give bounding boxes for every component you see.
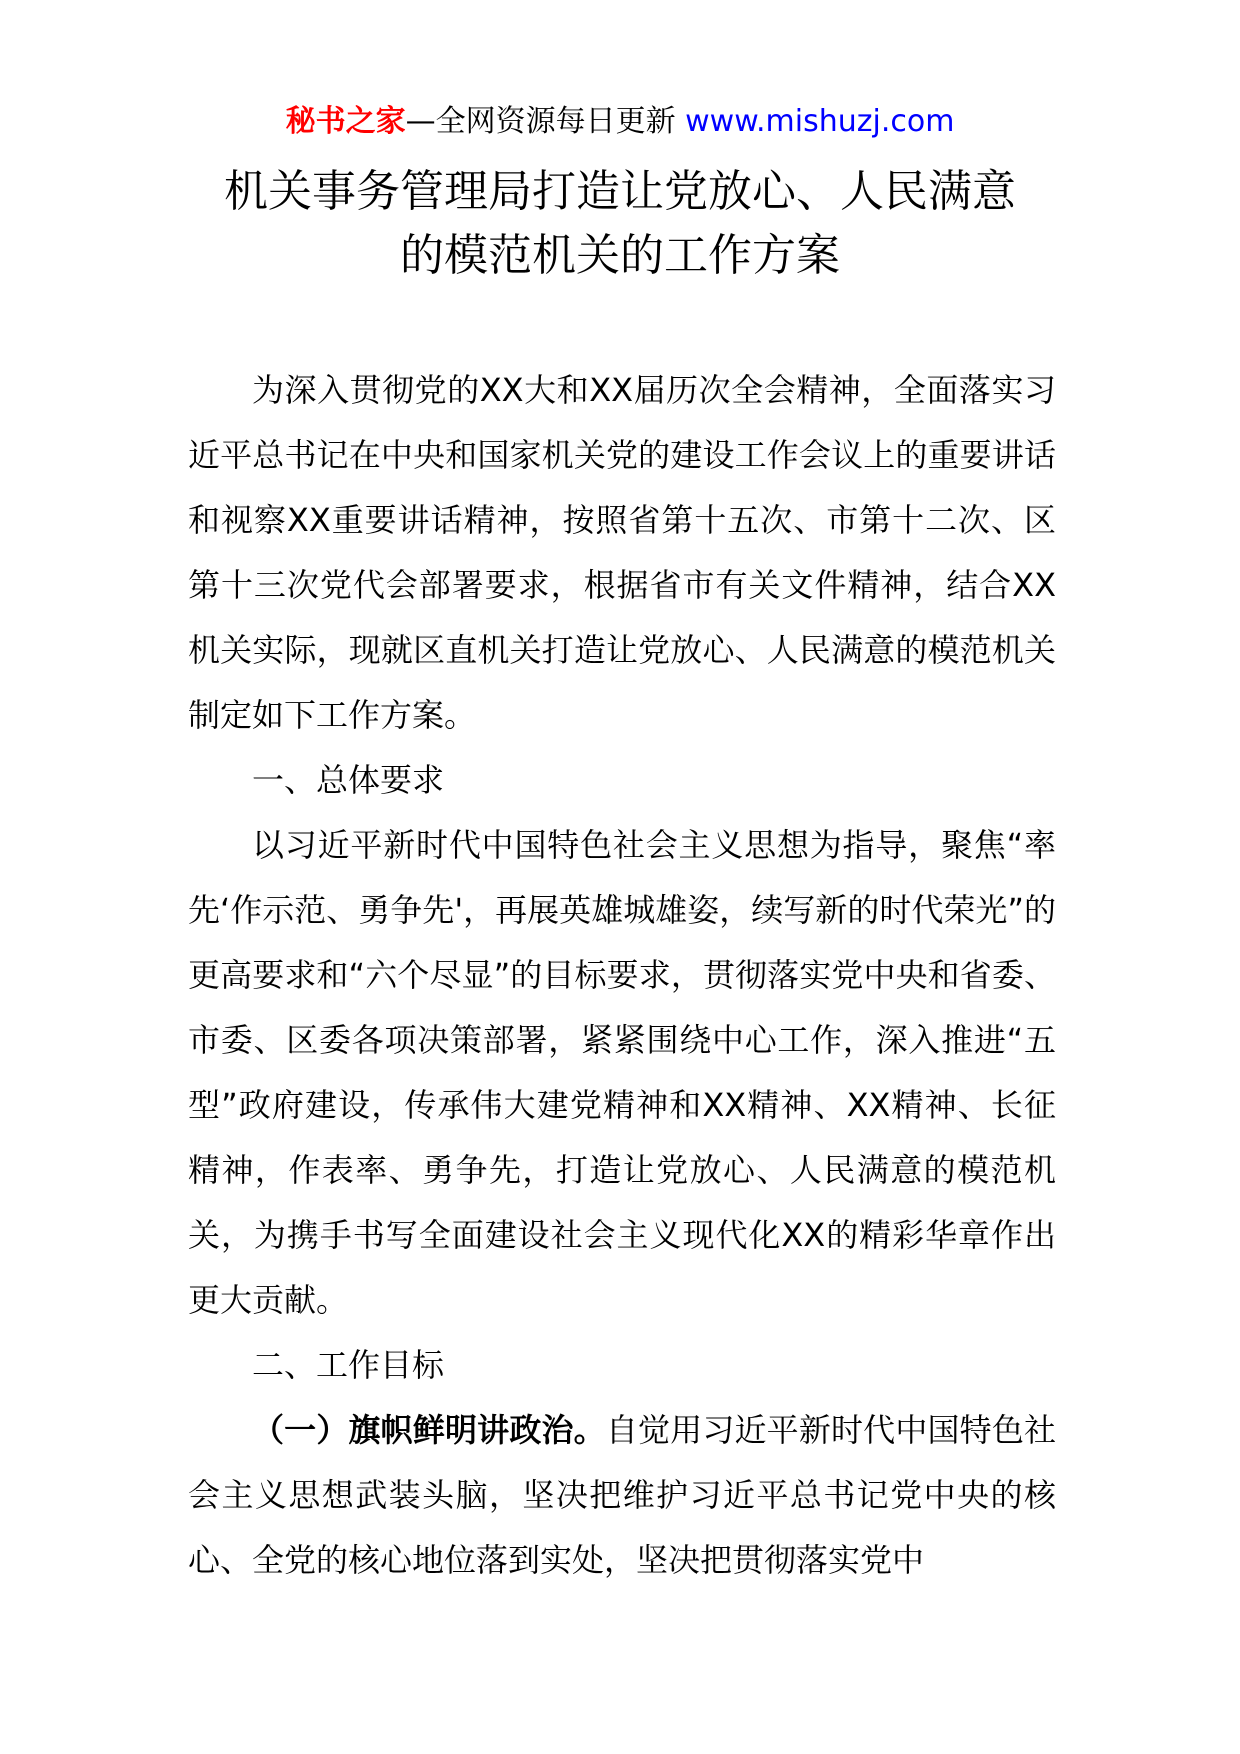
document-title-line-1: 机关事务管理局打造让党放心、人民满意 [224,166,1016,217]
intro-paragraph: 为深入贯彻党的XX大和XX届历次全会精神，全面落实习近平总书记在中央和国家机关党的建设工作会议上的重要讲话和视察XX重要讲话精神，按照省第十五次、市第十二次、区第十三次党代会部署要求，根据省市有关文件精神，结合XX机关实际，现就区直机关打造让党放心、人民满意的模范机关制定如下工作方案。 [188,371,1056,734]
work-goal-item-1 [188,1398,1056,1593]
site-name: 秘书之家 [285,104,406,139]
work-goal-item-1-lead: （一）旗帜鲜明讲政治。 [252,1411,606,1449]
document-title [150,160,1090,288]
site-header [0,100,1240,144]
work-goal-item-1-text: 自觉用习近平新时代中国特色社会主义思想武装头脑，坚决把维护习近平总书记党中央的核心、全党的核心地位落到实处，坚决把贯彻落实党中 [188,1411,1056,1579]
site-url-link[interactable]: www.mishuzj.com [685,104,955,139]
document-title-line-2: 的模范机关的工作方案 [400,230,840,281]
general-requirements-paragraph: 以习近平新时代中国特色社会主义思想为指导，聚焦“率先‘作示范、勇争先'，再展英雄城雄姿，续写新的时代荣光”的更高要求和“六个尽显”的目标要求，贯彻落实党中央和省委、市委、区委各项决策部署，紧紧围绕中心工作，深入推进“五型”政府建设，传承伟大建党精神和XX精神、XX精神、长征精神，作表率、勇争先，打造让党放心、人民满意的模范机关，为携手书写全面建设社会主义现代化XX的精彩华章作出更大贡献。 [188,826,1056,1319]
section-heading-general-requirements: 一、总体要求 [252,761,445,799]
site-tagline: —全网资源每日更新 [405,104,686,139]
section-heading-work-goals: 二、工作目标 [252,1346,445,1384]
document-body [188,358,1056,1593]
